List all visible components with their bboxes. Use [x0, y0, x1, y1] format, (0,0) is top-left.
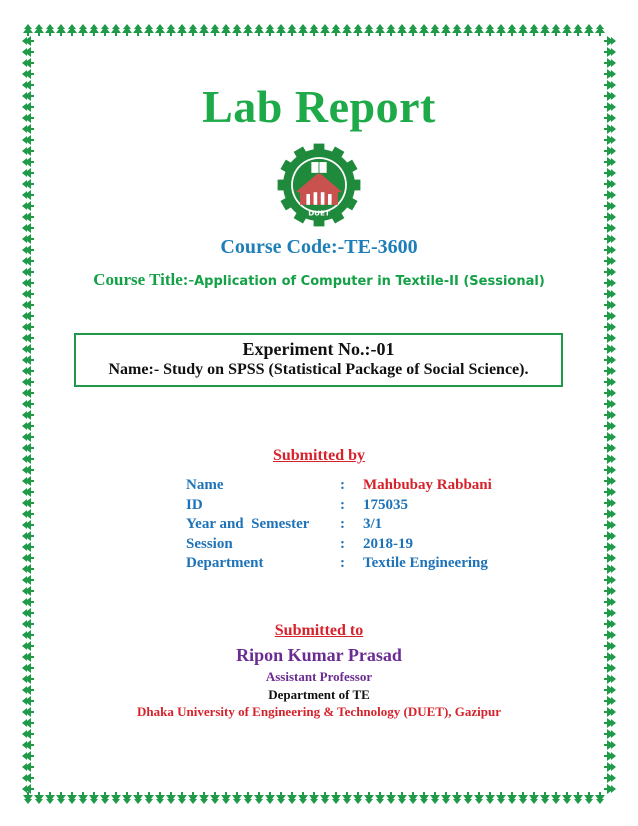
border-tree-icon	[604, 773, 616, 783]
border-tree-icon	[232, 792, 242, 804]
border-tree-icon	[604, 69, 616, 79]
border-tree-icon	[133, 24, 143, 36]
border-tree-icon	[342, 24, 352, 36]
border-tree-icon	[22, 201, 34, 211]
border-tree-icon	[604, 498, 616, 508]
border-tree-icon	[89, 24, 99, 36]
border-tree-icon	[496, 792, 506, 804]
border-tree-icon	[584, 792, 594, 804]
border-tree-icon	[254, 24, 264, 36]
border-tree-icon	[22, 190, 34, 200]
border-tree-icon	[89, 792, 99, 804]
border-tree-icon	[122, 792, 132, 804]
border-tree-icon	[22, 498, 34, 508]
border-tree-icon	[22, 47, 34, 57]
border-tree-icon	[551, 792, 561, 804]
border-tree-icon	[287, 792, 297, 804]
border-tree-icon	[604, 575, 616, 585]
border-tree-icon	[604, 476, 616, 486]
border-tree-icon	[22, 322, 34, 332]
info-row-year-semester	[186, 516, 586, 536]
border-tree-icon	[221, 792, 231, 804]
border-tree-icon	[562, 792, 572, 804]
border-tree-icon	[22, 388, 34, 398]
supervisor-designation: Assistant Professor	[265, 669, 373, 684]
border-tree-icon	[22, 432, 34, 442]
border-tree-icon	[485, 24, 495, 36]
info-value: 3/1	[363, 516, 383, 532]
border-tree-icon	[375, 792, 385, 804]
student-info-table	[186, 477, 586, 575]
border-tree-icon	[22, 542, 34, 552]
border-tree-icon	[584, 24, 594, 36]
border-tree-icon	[22, 36, 34, 46]
border-tree-icon	[56, 792, 66, 804]
border-tree-icon	[573, 24, 583, 36]
border-tree-icon	[22, 344, 34, 354]
border-tree-icon	[397, 792, 407, 804]
border-tree-icon	[22, 520, 34, 530]
border-tree-icon	[100, 24, 110, 36]
border-tree-icon	[133, 792, 143, 804]
border-tree-icon	[604, 355, 616, 365]
border-tree-icon	[309, 792, 319, 804]
gear-tooth	[278, 180, 289, 191]
info-row-name	[186, 477, 586, 497]
border-tree-icon	[604, 509, 616, 519]
border-tree-icon	[604, 179, 616, 189]
border-tree-icon	[22, 223, 34, 233]
border-tree-icon	[22, 773, 34, 783]
border-tree-icon	[276, 792, 286, 804]
border-tree-icon	[22, 311, 34, 321]
border-tree-icon	[22, 399, 34, 409]
border-tree-icon	[22, 410, 34, 420]
border-tree-icon	[22, 476, 34, 486]
border-tree-icon	[529, 24, 539, 36]
border-tree-icon	[22, 146, 34, 156]
border-tree-icon	[188, 792, 198, 804]
border-tree-icon	[210, 792, 220, 804]
border-tree-icon	[34, 792, 44, 804]
border-tree-icon	[604, 58, 616, 68]
border-tree-icon	[430, 24, 440, 36]
course-title-label: Course Title:-	[93, 270, 195, 289]
border-tree-icon	[604, 311, 616, 321]
border-tree-icon	[22, 69, 34, 79]
border-tree-icon	[342, 792, 352, 804]
border-tree-icon	[166, 792, 176, 804]
supervisor-name: Ripon Kumar Prasad	[236, 645, 402, 665]
experiment-name: Name:- Study on SPSS (Statistical Package of Social Science).	[108, 361, 529, 378]
border-tree-icon	[22, 300, 34, 310]
info-label: Name	[186, 477, 224, 493]
info-label: Department	[186, 555, 264, 571]
border-tree-icon	[199, 24, 209, 36]
border-tree-icon	[604, 212, 616, 222]
border-tree-icon	[34, 24, 44, 36]
border-tree-icon	[397, 24, 407, 36]
border-tree-icon	[23, 24, 33, 36]
border-tree-icon	[604, 432, 616, 442]
border-tree-icon	[22, 487, 34, 497]
border-tree-icon	[507, 792, 517, 804]
border-tree-icon	[23, 792, 33, 804]
border-tree-icon	[22, 179, 34, 189]
info-label: Year and Semester	[186, 516, 310, 532]
border-tree-icon	[22, 355, 34, 365]
submitted-to-heading: Submitted to	[274, 622, 364, 639]
border-tree-icon	[155, 792, 165, 804]
border-tree-icon	[604, 564, 616, 574]
border-tree-icon	[364, 24, 374, 36]
border-tree-icon	[540, 24, 550, 36]
course-code: Course Code:-TE-3600	[220, 236, 418, 258]
logo-caption: DUET	[308, 208, 330, 218]
border-tree-icon	[604, 531, 616, 541]
border-tree-icon	[22, 531, 34, 541]
border-tree-icon	[474, 24, 484, 36]
info-value: 175035	[363, 496, 408, 513]
submitted-by-heading: Submitted by	[272, 447, 366, 464]
border-tree-icon	[441, 24, 451, 36]
border-tree-icon	[45, 24, 55, 36]
border-tree-icon	[604, 47, 616, 57]
border-tree-icon	[353, 24, 363, 36]
border-tree-icon	[166, 24, 176, 36]
border-tree-icon	[604, 377, 616, 387]
border-tree-icon	[144, 792, 154, 804]
border-tree-icon	[408, 792, 418, 804]
border-tree-icon	[496, 24, 506, 36]
border-tree-icon	[22, 366, 34, 376]
border-tree-icon	[518, 24, 528, 36]
border-tree-icon	[22, 586, 34, 596]
border-tree-icon	[22, 575, 34, 585]
border-tree-icon	[604, 190, 616, 200]
border-tree-icon	[551, 24, 561, 36]
university-name: Dhaka University of Engineering & Technology (DUET), Gazipur	[136, 704, 502, 719]
border-tree-icon	[604, 388, 616, 398]
border-tree-icon	[331, 792, 341, 804]
border-tree-icon	[254, 792, 264, 804]
border-tree-icon	[22, 608, 34, 618]
border-tree-icon	[221, 24, 231, 36]
border-tree-icon	[287, 24, 297, 36]
border-tree-icon	[100, 792, 110, 804]
border-tree-icon	[243, 792, 253, 804]
border-tree-icon	[309, 24, 319, 36]
experiment-number: Experiment No.:-01	[242, 339, 395, 359]
border-tree-icon	[22, 740, 34, 750]
border-tree-icon	[122, 24, 132, 36]
info-separator: :	[340, 555, 345, 571]
border-tree-icon	[604, 135, 616, 145]
border-tree-icon	[595, 792, 605, 804]
border-tree-icon	[604, 36, 616, 46]
border-tree-icon	[485, 792, 495, 804]
border-tree-icon	[298, 24, 308, 36]
border-tree-icon	[474, 792, 484, 804]
info-label: Session	[186, 535, 233, 552]
border-tree-icon	[22, 333, 34, 343]
border-tree-icon	[364, 792, 374, 804]
border-tree-icon	[265, 24, 275, 36]
info-row-session	[186, 536, 586, 556]
info-value: 2018-19	[363, 535, 413, 552]
gear-tooth	[350, 180, 361, 191]
border-tree-icon	[419, 24, 429, 36]
border-tree-icon	[604, 751, 616, 761]
border-tree-icon	[22, 289, 34, 299]
border-tree-icon	[518, 792, 528, 804]
border-tree-icon	[604, 784, 616, 794]
border-tree-icon	[604, 729, 616, 739]
experiment-box	[74, 333, 563, 387]
border-tree-icon	[604, 487, 616, 497]
supervisor-department: Department of TE	[268, 687, 370, 702]
border-tree-icon	[45, 792, 55, 804]
border-tree-icon	[604, 740, 616, 750]
border-tree-icon	[595, 24, 605, 36]
border-tree-icon	[22, 564, 34, 574]
border-tree-icon	[78, 24, 88, 36]
border-tree-icon	[177, 792, 187, 804]
info-value: Mahbubay Rabbani	[363, 477, 492, 493]
border-tree-icon	[22, 377, 34, 387]
course-title	[0, 270, 638, 290]
border-tree-icon	[604, 608, 616, 618]
border-tree-icon	[604, 553, 616, 563]
border-tree-icon	[67, 792, 77, 804]
border-tree-icon	[604, 399, 616, 409]
border-tree-icon	[452, 792, 462, 804]
border-tree-icon	[188, 24, 198, 36]
border-tree-icon	[298, 792, 308, 804]
border-tree-icon	[604, 597, 616, 607]
info-row-id	[186, 497, 586, 517]
border-tree-icon	[463, 24, 473, 36]
border-tree-icon	[22, 751, 34, 761]
border-tree-icon	[144, 24, 154, 36]
border-tree-icon	[199, 792, 209, 804]
border-tree-icon	[430, 792, 440, 804]
border-tree-icon	[386, 24, 396, 36]
border-tree-icon	[320, 24, 330, 36]
border-tree-icon	[177, 24, 187, 36]
border-tree-icon	[67, 24, 77, 36]
info-separator: :	[340, 477, 345, 493]
info-separator: :	[340, 516, 345, 532]
border-tree-icon	[604, 344, 616, 354]
border-tree-icon	[210, 24, 220, 36]
info-value: Textile Engineering	[363, 555, 488, 571]
border-tree-icon	[22, 157, 34, 167]
gear-tooth	[314, 144, 325, 155]
border-tree-icon	[375, 24, 385, 36]
border-tree-icon	[22, 762, 34, 772]
border-tree-icon	[604, 201, 616, 211]
border-tree-icon	[604, 586, 616, 596]
border-tree-icon	[419, 792, 429, 804]
border-tree-icon	[353, 792, 363, 804]
info-row-department	[186, 555, 586, 575]
border-tree-icon	[604, 762, 616, 772]
border-tree-icon	[331, 24, 341, 36]
border-tree-icon	[604, 300, 616, 310]
border-tree-icon	[111, 792, 121, 804]
border-tree-icon	[22, 135, 34, 145]
border-tree-icon	[604, 289, 616, 299]
border-tree-icon	[604, 157, 616, 167]
info-separator: :	[340, 535, 345, 552]
border-tree-icon	[243, 24, 253, 36]
border-tree-icon	[56, 24, 66, 36]
border-tree-icon	[22, 509, 34, 519]
border-tree-icon	[573, 792, 583, 804]
border-tree-icon	[529, 792, 539, 804]
border-tree-icon	[232, 24, 242, 36]
border-tree-icon	[604, 410, 616, 420]
border-tree-icon	[276, 24, 286, 36]
border-tree-icon	[452, 24, 462, 36]
border-tree-icon	[540, 792, 550, 804]
page-title: Lab Report	[202, 81, 436, 132]
border-tree-icon	[507, 24, 517, 36]
border-tree-icon	[22, 553, 34, 563]
border-tree-icon	[408, 24, 418, 36]
border-tree-icon	[22, 212, 34, 222]
border-tree-icon	[111, 24, 121, 36]
border-tree-icon	[78, 792, 88, 804]
border-tree-icon	[386, 792, 396, 804]
border-tree-icon	[441, 792, 451, 804]
border-tree-icon	[22, 729, 34, 739]
border-tree-icon	[562, 24, 572, 36]
border-tree-icon	[22, 597, 34, 607]
info-label: ID	[186, 496, 203, 513]
border-tree-icon	[604, 223, 616, 233]
duet-gear-logo-icon	[274, 140, 364, 230]
border-tree-icon	[604, 465, 616, 475]
border-tree-icon	[604, 322, 616, 332]
border-tree-icon	[604, 146, 616, 156]
border-tree-icon	[604, 366, 616, 376]
border-tree-icon	[604, 168, 616, 178]
border-tree-icon	[463, 792, 473, 804]
border-tree-icon	[604, 421, 616, 431]
border-tree-icon	[604, 333, 616, 343]
border-tree-icon	[604, 520, 616, 530]
border-tree-icon	[155, 24, 165, 36]
course-title-value: Application of Computer in Textile-II (Sessional)	[194, 274, 545, 289]
border-tree-icon	[22, 421, 34, 431]
border-tree-icon	[265, 792, 275, 804]
border-tree-icon	[22, 465, 34, 475]
info-separator: :	[340, 496, 345, 513]
border-tree-icon	[604, 542, 616, 552]
border-tree-icon	[22, 58, 34, 68]
border-tree-icon	[320, 792, 330, 804]
border-tree-icon	[22, 168, 34, 178]
